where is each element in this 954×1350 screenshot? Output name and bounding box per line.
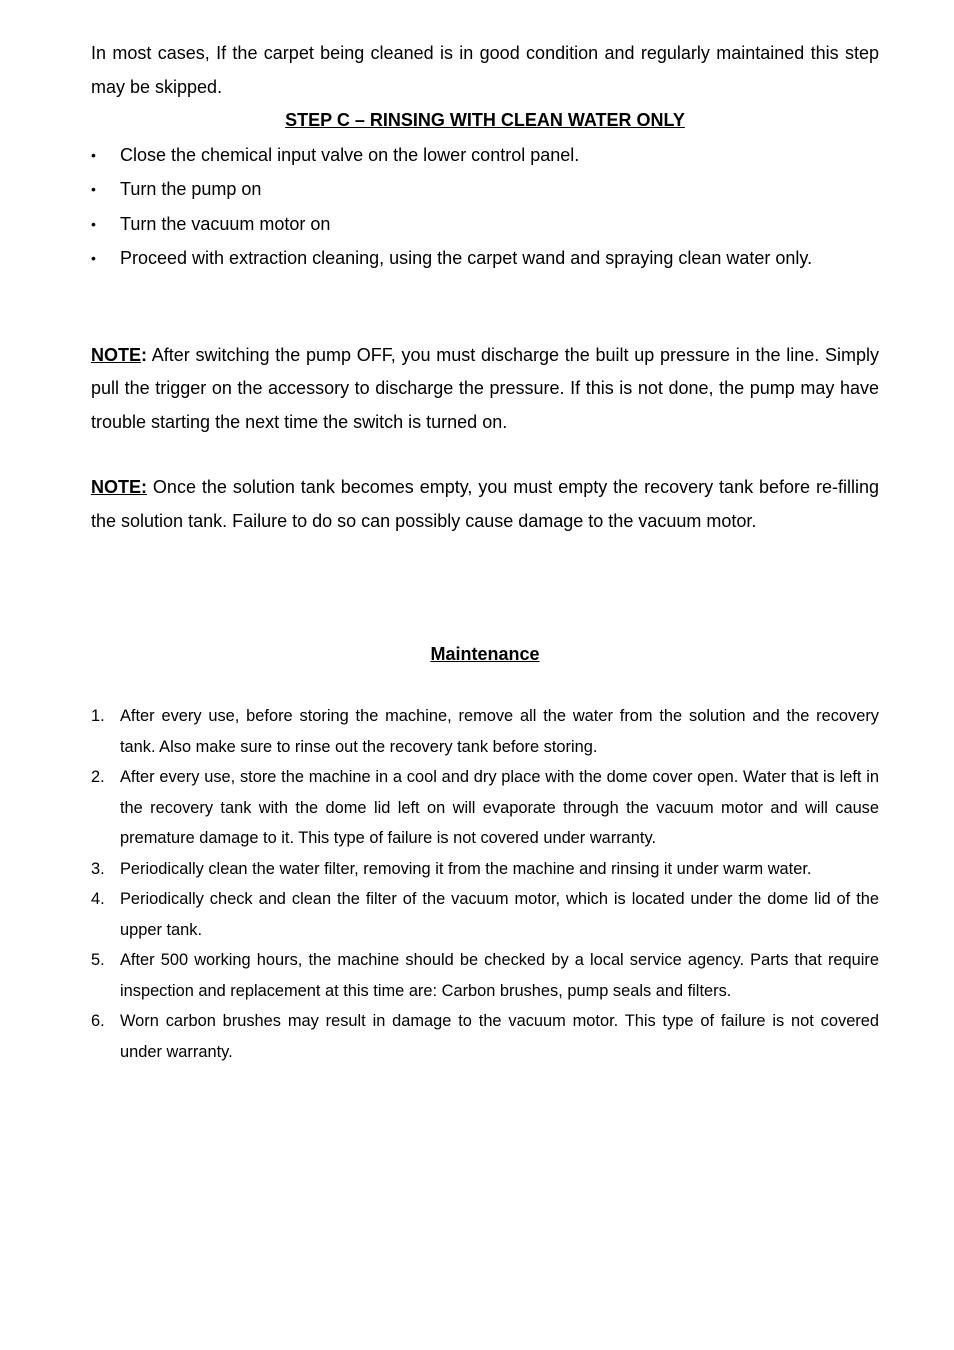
- list-item-text: After every use, before storing the machine, remove all the water from the solution and the recovery tank. Also make sure to rinse out the recovery tank before storing.: [120, 707, 879, 756]
- list-item: [91, 241, 879, 276]
- step-c-heading: STEP C – RINSING WITH CLEAN WATER ONLY: [285, 110, 685, 130]
- list-item: [91, 884, 879, 945]
- list-item-text: Periodically check and clean the filter of the vacuum motor, which is located under the dome lid of the upper tank.: [120, 890, 879, 939]
- list-item: [91, 945, 879, 1006]
- item-number: 6.: [91, 1012, 105, 1030]
- document-page: [91, 37, 879, 1067]
- list-item-text: Periodically clean the water filter, removing it from the machine and rinsing it under warm water.: [120, 859, 812, 878]
- list-item-text: After 500 working hours, the machine should be checked by a local service agency. Parts that require inspection and replacement at this time are: Carbon brushes, pump seals and filters.: [120, 951, 879, 1000]
- item-number: 3.: [91, 859, 105, 878]
- list-item: [91, 701, 879, 762]
- list-item-text: Close the chemical input valve on the lower control panel.: [120, 144, 580, 165]
- note-label: NOTE:: [91, 477, 147, 497]
- bullet-icon: •: [91, 215, 96, 232]
- bullet-icon: •: [91, 146, 96, 163]
- note-pump-pressure: [91, 339, 879, 440]
- intro-paragraph: In most cases, If the carpet being cleaned is in good condition and regularly maintained this step may be skipped.: [91, 43, 879, 97]
- note-text: Once the solution tank becomes empty, you must empty the recovery tank before re-filling the solution tank. Failure to do so can possibly cause damage to the vacuum motor.: [91, 477, 879, 531]
- list-item: [91, 854, 879, 885]
- list-item: [91, 1006, 879, 1067]
- list-item-text: Proceed with extraction cleaning, using the carpet wand and spraying clean water only.: [120, 248, 813, 268]
- list-item-text: Turn the vacuum motor on: [120, 213, 331, 234]
- item-number: 2.: [91, 768, 105, 786]
- list-item: [91, 207, 879, 242]
- bullet-icon: •: [91, 250, 96, 266]
- list-item: [91, 762, 879, 854]
- maintenance-list: [91, 701, 879, 1067]
- note-label: NOTE: [91, 344, 142, 365]
- maintenance-heading: Maintenance: [430, 644, 540, 664]
- bullet-icon: •: [91, 181, 96, 197]
- item-number: 1.: [91, 707, 105, 725]
- list-item: [91, 138, 879, 173]
- list-item-text: After every use, store the machine in a cool and dry place with the dome cover open. Water that is left in the recovery tank with the dome lid left on will evaporate through the vacuum motor and will cause premature damage to it. This type of failure is not covered under warranty.: [120, 768, 879, 847]
- list-item-text: Worn carbon brushes may result in damage to the vacuum motor. This type of failure is not covered under warranty.: [120, 1012, 879, 1061]
- step-c-list: [91, 138, 879, 276]
- note-recovery-tank: [91, 471, 879, 538]
- list-item-text: Turn the pump on: [120, 179, 262, 199]
- item-number: 5.: [91, 951, 105, 969]
- list-item: [91, 172, 879, 207]
- item-number: 4.: [91, 890, 105, 908]
- note-text: After switching the pump OFF, you must discharge the built up pressure in the line. Simply pull the trigger on the accessory to discharge the pressure. If this is not done, the pump may have trouble starting the next time the switch is turned on.: [91, 344, 879, 432]
- note-colon: :: [141, 344, 148, 365]
